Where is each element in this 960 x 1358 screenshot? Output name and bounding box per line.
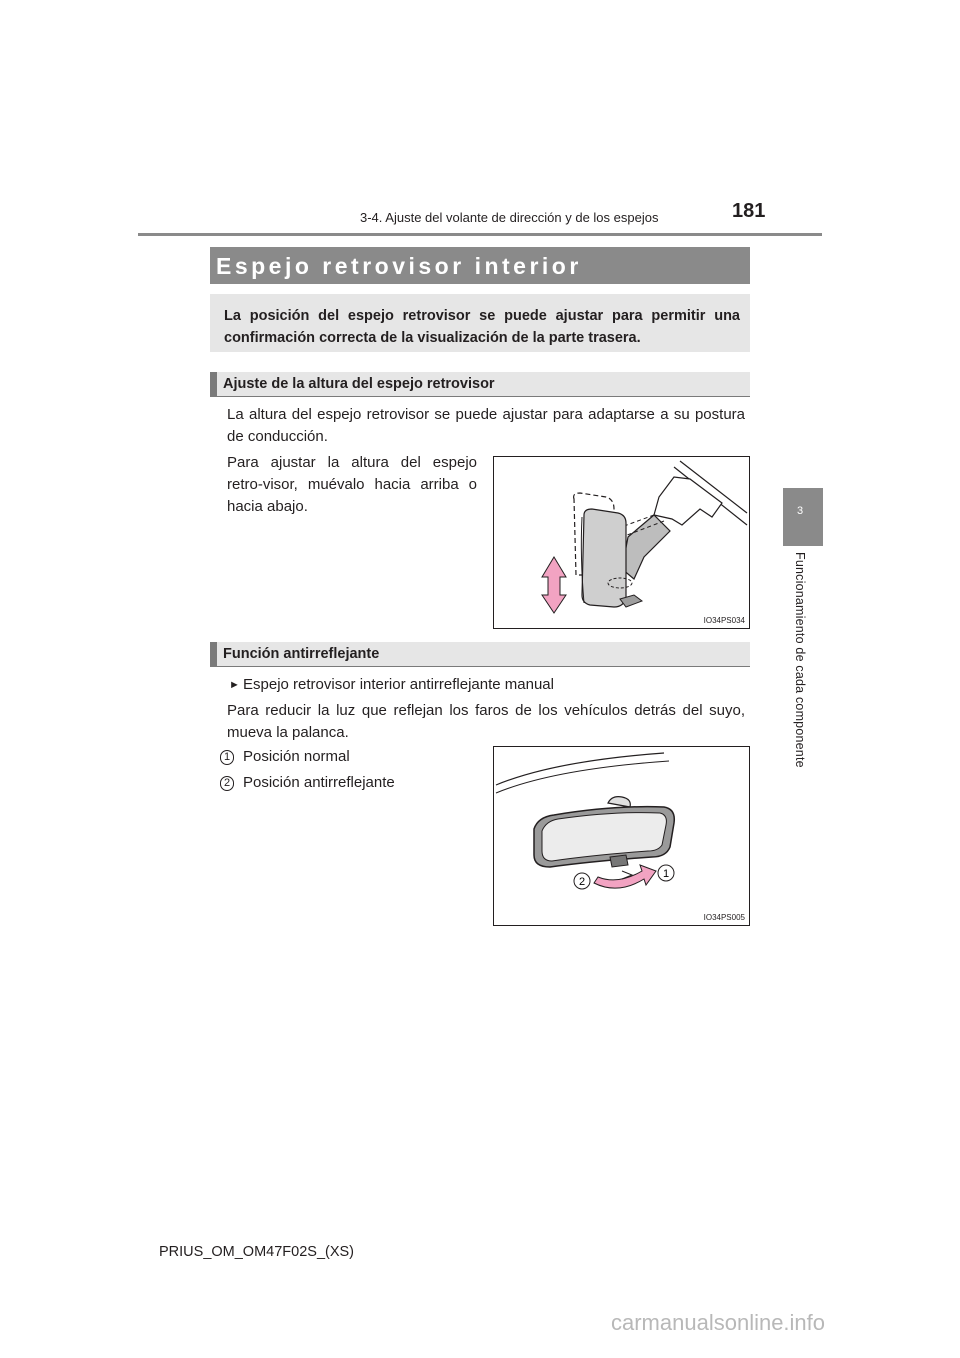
page-title: Espejo retrovisor interior xyxy=(216,253,582,279)
callout-number: 1 xyxy=(220,750,234,765)
paragraph: La altura del espejo retrovisor se puede ajustar para adaptarse a su postura de conducción. xyxy=(227,406,745,445)
figure-code: IO34PS034 xyxy=(703,616,745,625)
callout-number: 2 xyxy=(220,776,234,791)
figure-code: IO34PS005 xyxy=(703,913,745,922)
header-rule xyxy=(138,233,822,236)
callout-text: Posición antirreflejante xyxy=(243,774,395,791)
chapter-label: Funcionamiento de cada componente xyxy=(793,552,807,768)
section-heading: Función antirreflejante xyxy=(223,646,380,662)
page-number: 181 xyxy=(732,200,766,222)
chapter-tab xyxy=(783,488,823,546)
intro-text: La posición del espejo retrovisor se puede ajustar para permitir una confirmación correcta de la visualización de la parte trasera. xyxy=(224,308,740,346)
chapter-number: 3 xyxy=(797,505,804,517)
section-heading-rule xyxy=(210,666,750,667)
figure-callout-1: 1 xyxy=(662,868,670,880)
footer-doc-id: PRIUS_OM_OM47F02S_(XS) xyxy=(159,1244,355,1260)
watermark: carmanualsonline.info xyxy=(611,1310,826,1335)
paragraph: Para ajustar la altura del espejo retro-visor, muévalo hacia arriba o hacia abajo. xyxy=(227,454,477,515)
bullet-arrow-icon: ► xyxy=(229,679,240,691)
section-heading-rule xyxy=(210,396,750,397)
antiglare-figure xyxy=(493,746,750,926)
mirror-height-illustration xyxy=(494,457,749,628)
antiglare-illustration xyxy=(494,747,749,925)
bullet-text: Espejo retrovisor interior antirreflejante manual xyxy=(243,676,554,693)
figure-callout-2: 2 xyxy=(578,876,586,888)
section-header: 3-4. Ajuste del volante de dirección y de los espejos xyxy=(360,210,659,225)
callout-text: Posición normal xyxy=(243,748,350,765)
paragraph: Para reducir la luz que reflejan los faros de los vehículos detrás del suyo, mueva la palanca. xyxy=(227,702,745,741)
section-heading: Ajuste de la altura del espejo retrovisor xyxy=(223,376,495,392)
mirror-height-figure xyxy=(493,456,750,629)
